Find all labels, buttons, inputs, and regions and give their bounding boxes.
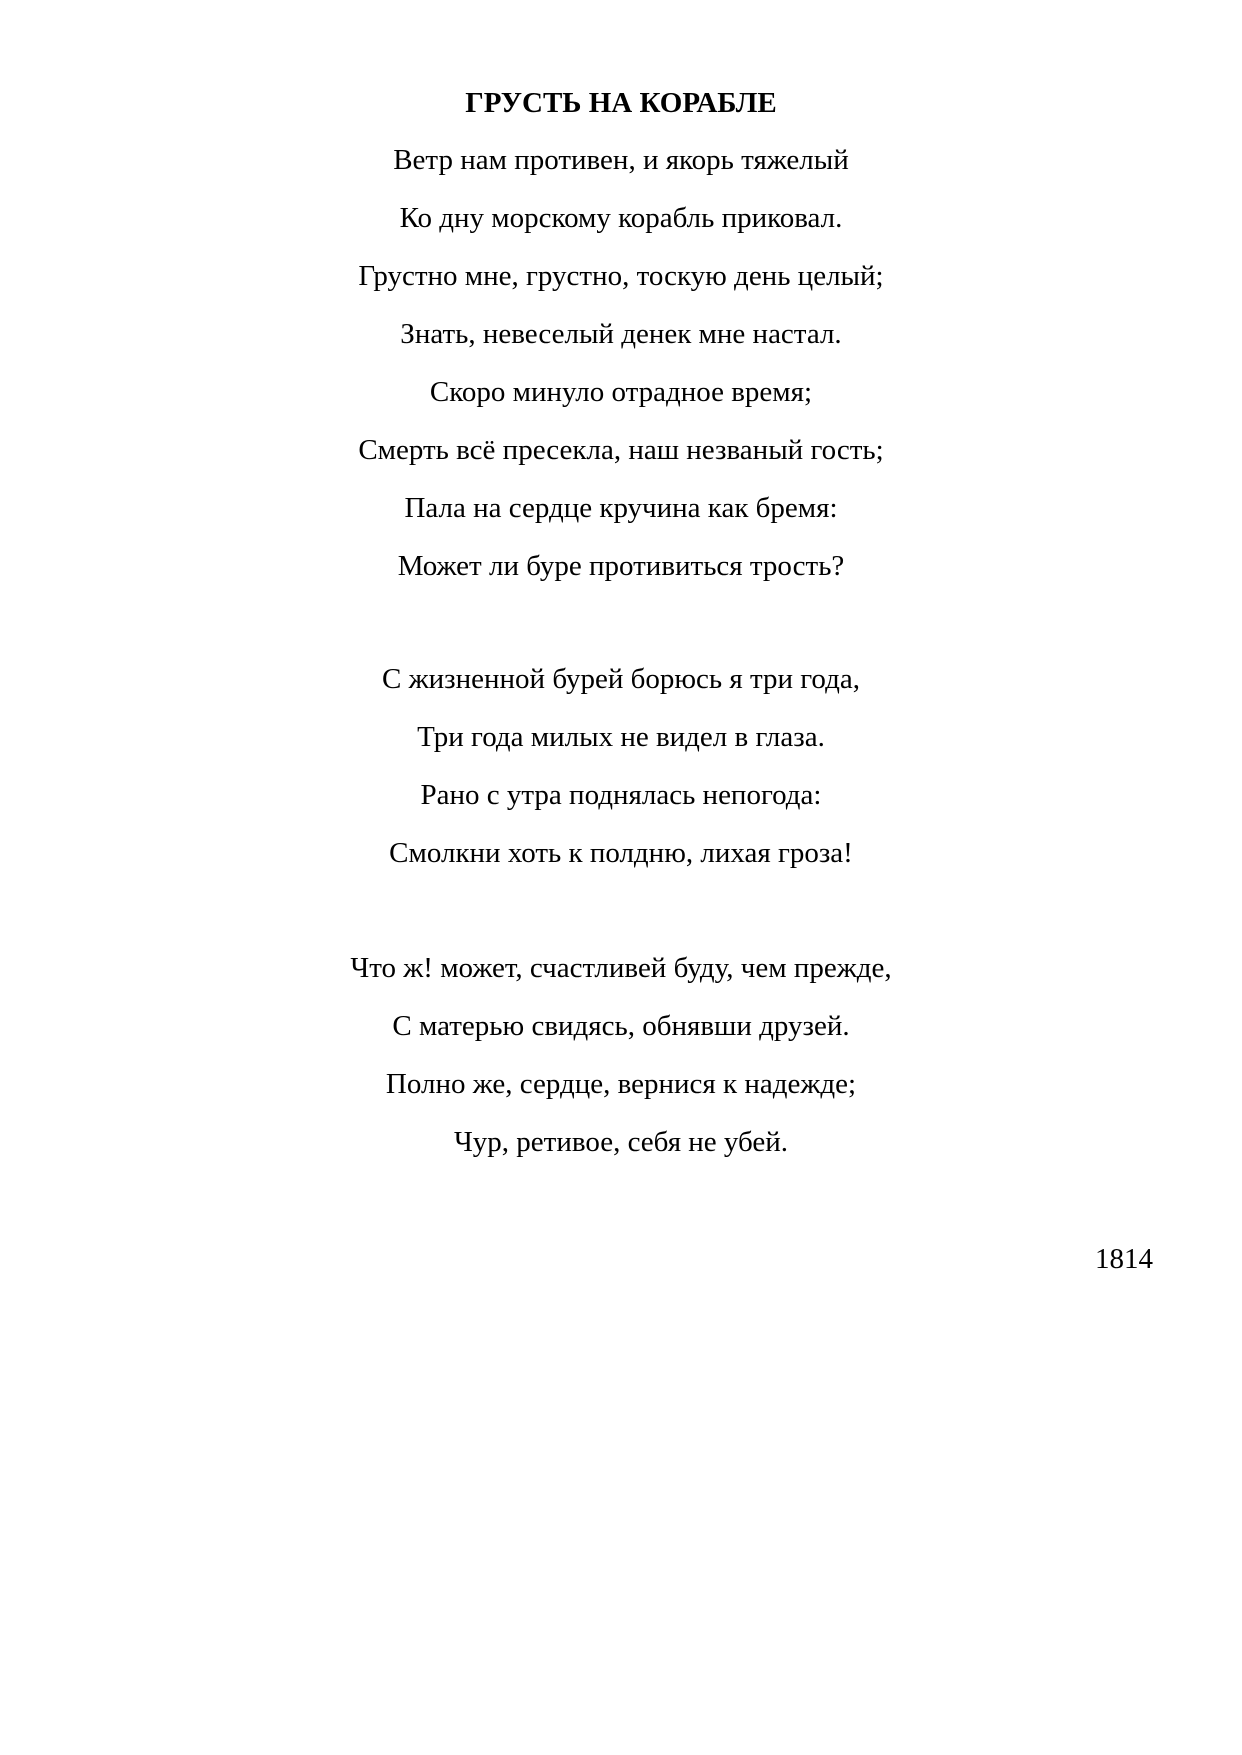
poem-line: Смолкни хоть к полдню, лихая гроза! [389,837,853,869]
stanza-3 [0,949,1242,1181]
poem-line: С жизненной бурей борюсь я три года, [382,663,860,695]
poem-line: Грустно мне, грустно, тоскую день целый; [358,260,884,292]
poem-date: 1814 [1095,1243,1153,1275]
poem-line: Может ли буре противиться трость? [397,550,845,582]
poem-line: Ветр нам противен, и якорь тяжелый [393,144,849,176]
poem-line: Три года милых не видел в глаза. [417,721,825,753]
poem-line: Смерть всё пресекла, наш незваный гость; [358,434,884,466]
poem-line: Полно же, сердце, вернися к надежде; [385,1068,857,1100]
poem-line: Ко дну морскому корабль приковал. [399,202,843,234]
poem-line: С матерью свидясь, обнявши друзей. [392,1010,850,1042]
poem-line: Знать, невеселый денек мне настал. [400,318,842,350]
poem-line: Пала на сердце кручина как бремя: [404,492,838,524]
poem-line: Рано с утра поднялась непогода: [420,779,822,811]
poem-line: Что ж! может, счастливей буду, чем прежде, [350,952,892,984]
poem-line: Чур, ретивое, себя не убей. [453,1126,789,1158]
poem-title: ГРУСТЬ НА КОРАБЛЕ [465,87,777,119]
stanza-2 [0,660,1242,892]
poem-line: Скоро минуло отрадное время; [429,376,813,408]
stanza-1 [0,141,1242,605]
